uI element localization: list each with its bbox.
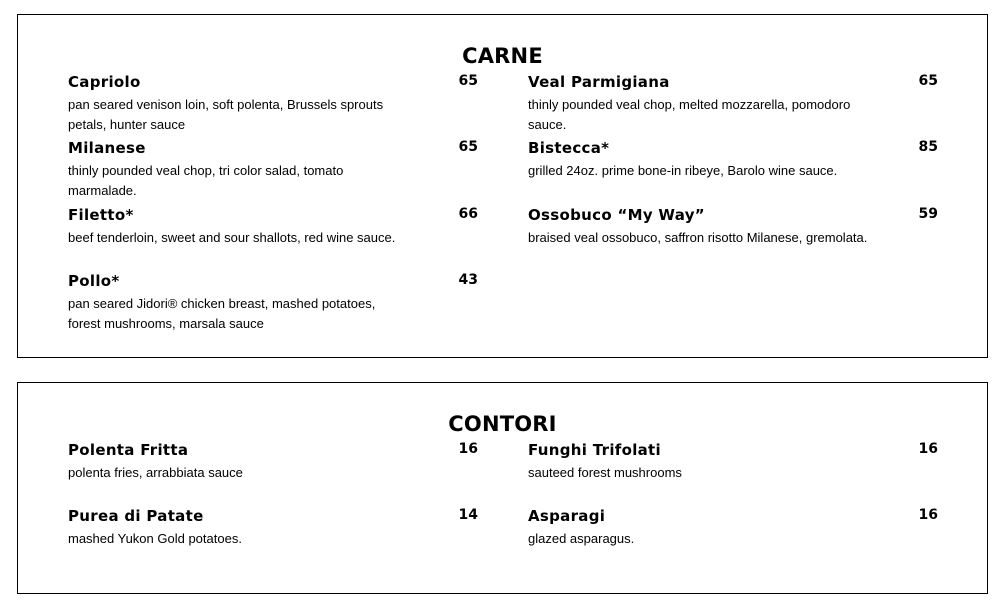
item-price: 16	[918, 507, 938, 523]
item-price: 14	[458, 507, 478, 523]
item-description: thinly pounded veal chop, melted mozzarella, pomodoro sauce.	[528, 97, 851, 132]
item-description: braised veal ossobuco, saffron risotto Milanese, gremolata.	[528, 230, 868, 245]
item-price: 85	[918, 139, 938, 155]
item-name: Polenta Fritta	[68, 441, 189, 459]
item-description: mashed Yukon Gold potatoes.	[68, 531, 242, 546]
item-price: 43	[458, 272, 478, 288]
item-description: pan seared venison loin, soft polenta, Brussels sprouts petals, hunter sauce	[68, 97, 384, 132]
item-description: grilled 24oz. prime bone-in ribeye, Barolo wine sauce.	[528, 163, 838, 178]
item-price: 16	[918, 441, 938, 457]
item-name: Ossobuco “My Way”	[528, 206, 705, 224]
section-title-contori: CONTORI	[448, 412, 557, 436]
item-name: Funghi Trifolati	[528, 441, 661, 459]
item-price: 66	[458, 206, 478, 222]
item-name: Filetto*	[68, 206, 134, 224]
item-price: 65	[918, 73, 938, 89]
item-description: glazed asparagus.	[528, 531, 635, 546]
item-name: Bistecca*	[528, 139, 610, 157]
item-name: Milanese	[68, 139, 146, 157]
item-name: Veal Parmigiana	[528, 73, 670, 91]
item-description: beef tenderloin, sweet and sour shallots, red wine sauce.	[68, 230, 396, 245]
contori-section	[17, 382, 988, 594]
item-description: sauteed forest mushrooms	[528, 465, 682, 480]
item-name: Capriolo	[68, 73, 141, 91]
item-price: 65	[458, 139, 478, 155]
item-price: 59	[918, 206, 938, 222]
item-price: 16	[458, 441, 478, 457]
item-name: Purea di Patate	[68, 507, 204, 525]
carne-section	[17, 14, 988, 358]
item-description: polenta fries, arrabbiata sauce	[68, 465, 243, 480]
item-name: Asparagi	[528, 507, 606, 525]
item-description: thinly pounded veal chop, tri color salad, tomato marmalade.	[68, 163, 344, 198]
item-name: Pollo*	[68, 272, 120, 290]
section-title-carne: CARNE	[462, 44, 543, 68]
item-description: pan seared Jidori® chicken breast, mashed potatoes, forest mushrooms, marsala sauce	[68, 296, 376, 331]
item-price: 65	[458, 73, 478, 89]
